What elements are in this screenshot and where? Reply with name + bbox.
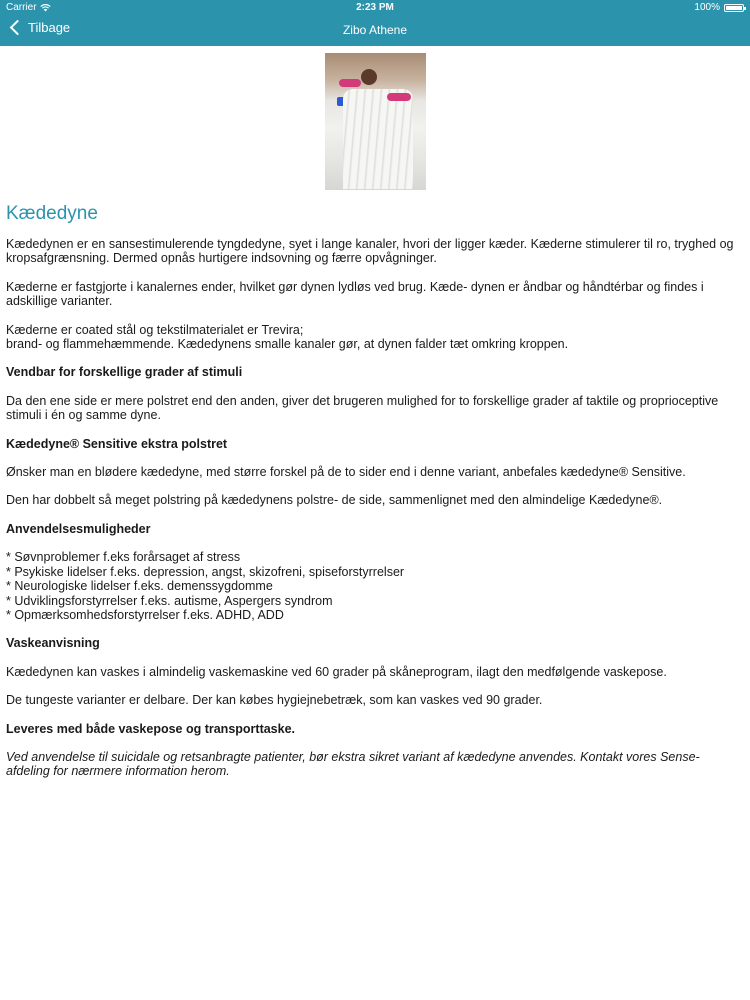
heading-uses: Anvendelsesmuligheder xyxy=(6,521,151,536)
battery-percent: 100% xyxy=(694,2,720,13)
battery-icon xyxy=(724,4,744,12)
back-button-label: Tilbage xyxy=(28,20,71,35)
paragraph-intro: Kædedynen er en sansestimulerende tyngdedyne, syet i lange kanaler, hvori der ligger kæder. Kæderne stimulerer til ro, tryghed og kropsafgrænsning. Dermed opnås hurtigere indsovning og færre opvågninger. xyxy=(6,237,734,266)
heading-sensitive: Kædedyne® Sensitive ekstra polstret xyxy=(6,436,228,451)
page-title: Kædedyne xyxy=(6,203,98,224)
paragraph-reversible: Da den ene side er mere polstret end den anden, giver det brugeren mulighed for to forskellige grader af taktile og proprioceptive stimuli i én og samme dyne. xyxy=(6,393,719,423)
photo-person-head xyxy=(361,69,377,85)
photo-sleeve-right xyxy=(387,93,411,101)
uses-list xyxy=(6,550,734,622)
photo-blanket xyxy=(343,89,413,189)
top-bar xyxy=(0,0,750,46)
paragraph-note: Ved anvendelse til suicidale og retsanbragte patienter, bør ekstra sikret variant af kædedyne anvendes. Kontakt vores Sense- afdeling for nærmere information herom. xyxy=(6,749,700,779)
photo-sleeve-left xyxy=(339,79,361,87)
product-photo xyxy=(325,53,426,190)
status-battery xyxy=(694,2,744,13)
article-content xyxy=(6,203,734,793)
navigation-bar xyxy=(0,18,750,44)
list-item: * Søvnproblemer f.eks forårsaget af stress xyxy=(6,550,241,565)
carrier-label: Carrier xyxy=(6,2,37,13)
heading-reversible: Vendbar for forskellige grader af stimuli xyxy=(6,365,243,380)
status-time: 2:23 PM xyxy=(356,2,394,13)
paragraph-material-line-2: brand- og flammehæmmende. Kædedynens smalle kanaler gør, at dynen falder tæt omkring kroppen. xyxy=(6,337,569,352)
paragraph-padding: Den har dobbelt så meget polstring på kædedynens polstre- de side, sammenlignet med den almindelige Kædedyne®. xyxy=(6,493,663,508)
list-item: * Neurologiske lidelser f.eks. demenssygdomme xyxy=(6,579,273,594)
paragraph-sensitive: Ønsker man en blødere kædedyne, med større forskel på de to sider end i denne variant, anbefales kædedyne® Sensitive. xyxy=(6,465,686,480)
paragraph-washing: Kædedynen kan vaskes i almindelig vaskemaskine ved 60 grader på skåneprogram, ilagt den medfølgende vaskepose. xyxy=(6,664,667,679)
paragraph-variants: De tungeste varianter er delbare. Der kan købes hygiejnebetræk, som kan vaskes ved 90 grader. xyxy=(6,693,543,708)
nav-title: Zibo Athene xyxy=(342,23,408,37)
paragraph-material xyxy=(6,323,734,352)
list-item: * Opmærksomhedsforstyrrelser f.eks. ADHD, ADD xyxy=(6,607,284,622)
list-item: * Psykiske lidelser f.eks. depression, angst, skizofreni, spiseforstyrrelser xyxy=(6,564,405,579)
paragraph-material-line-1: Kæderne er coated stål og tekstilmaterialet er Trevira; xyxy=(6,322,304,337)
status-bar xyxy=(0,0,750,16)
heading-delivery: Leveres med både vaskepose og transporttaske. xyxy=(6,721,296,736)
paragraph-chains: Kæderne er fastgjorte i kanalernes ender, hvilket gør dynen lydløs ved brug. Kæde- dynen er åndbar og håndtérbar og findes i adskillige varianter. xyxy=(6,279,704,309)
list-item: * Udviklingsforstyrrelser f.eks. autisme, Aspergers syndrom xyxy=(6,593,333,608)
heading-washing: Vaskeanvisning xyxy=(6,636,100,651)
